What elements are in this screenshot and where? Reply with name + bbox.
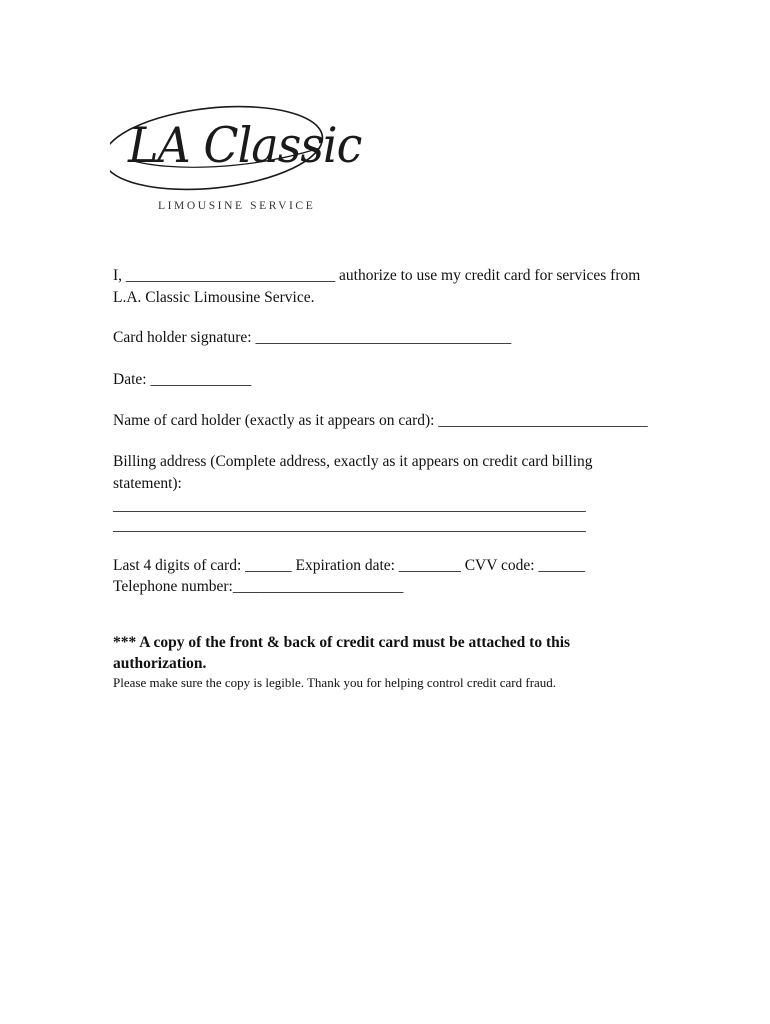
telephone-line: Telephone number:______________________ — [113, 578, 404, 595]
billing-address-line-1: Billing address (Complete address, exactly as it appears on credit card billing — [113, 453, 593, 470]
card-details-line: Last 4 digits of card: ______ Expiration date: ________ CVV code: ______ — [113, 557, 585, 574]
copy-requirement-line-1: *** A copy of the front & back of credit card must be attached to this — [113, 634, 571, 651]
signature-line: Card holder signature: _________________________________ — [113, 329, 512, 346]
billing-blank-line-1: _____________________________________________________________ — [113, 497, 586, 514]
copy-requirement-line-2: authorization. — [113, 655, 207, 672]
logo-subtitle: LIMOUSINE SERVICE — [158, 200, 316, 212]
card-holder-name-line: Name of card holder (exactly as it appears on card): ___________________________ — [113, 412, 648, 429]
company-logo — [110, 100, 362, 220]
billing-address-line-2: statement): — [113, 475, 182, 492]
authorization-line-1: I, ___________________________ authorize to use my credit card for services from — [113, 267, 641, 284]
authorization-line-2: L.A. Classic Limousine Service. — [113, 289, 315, 306]
date-line: Date: _____________ — [113, 371, 252, 388]
logo-script-text: LA Classic — [128, 116, 362, 174]
billing-blank-line-2: _____________________________________________________________ — [113, 517, 586, 534]
legibility-note: Please make sure the copy is legible. Thank you for helping control credit card fraud. — [113, 675, 557, 690]
